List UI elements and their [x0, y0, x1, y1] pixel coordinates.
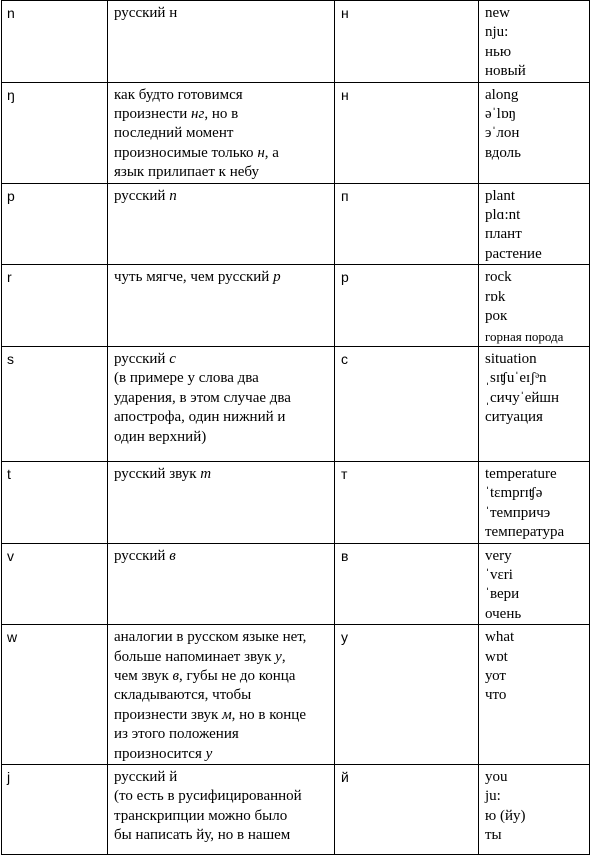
description-line: произносится у	[114, 745, 213, 762]
ipa-letter: r	[2, 265, 108, 347]
example-translation: новый	[485, 63, 526, 80]
table-row	[2, 461, 590, 543]
ipa-letter: v	[2, 543, 108, 625]
description-line: ударения, в этом случае два	[114, 389, 291, 406]
examples	[479, 265, 590, 347]
ipa-letter: w	[2, 625, 108, 765]
description-line: как будто готовимся	[114, 86, 243, 103]
example-word: along	[485, 86, 519, 103]
example-russian-transcription: ю (йу)	[485, 807, 526, 824]
description-line: апострофа, один нижний и	[114, 409, 286, 426]
example-russian-transcription: рок	[485, 308, 508, 325]
russian-letter: т	[335, 461, 479, 543]
pronunciation-description	[108, 183, 335, 265]
examples	[479, 625, 590, 765]
russian-letter: у	[335, 625, 479, 765]
example-transcription: ˈtɛmprɪʧə	[485, 485, 543, 502]
pronunciation-description	[108, 625, 335, 765]
russian-letter: с	[335, 346, 479, 461]
example-russian-transcription: нью	[485, 43, 512, 60]
table-row	[2, 543, 590, 625]
description-line: транскрипции можно было	[114, 807, 288, 824]
example-transcription: ˌsɪʧuˈeɪʃᵊn	[485, 370, 547, 387]
description-line: русский н	[114, 5, 178, 21]
russian-letter: н	[335, 82, 479, 183]
ipa-letter: j	[2, 765, 108, 855]
ipa-letter: n	[2, 1, 108, 83]
phonetics-table	[1, 0, 590, 855]
russian-letter: й	[335, 765, 479, 855]
example-translation: что	[485, 687, 507, 704]
description-line: складываются, чтобы	[114, 687, 252, 704]
ipa-letter: t	[2, 461, 108, 543]
example-translation: растение	[485, 245, 542, 262]
pronunciation-description	[108, 461, 335, 543]
example-russian-transcription: плант	[485, 226, 522, 243]
example-transcription: nju:	[485, 24, 509, 41]
ipa-letter: ŋ	[2, 82, 108, 183]
table-row	[2, 183, 590, 265]
example-russian-transcription: эˈлон	[485, 125, 520, 142]
example-russian-transcription: ˈвери	[485, 586, 520, 603]
examples	[479, 543, 590, 625]
table-row	[2, 765, 590, 855]
pronunciation-description	[108, 543, 335, 625]
example-russian-transcription: уот	[485, 667, 506, 684]
example-word: what	[485, 629, 515, 646]
description-line: русский звук т	[114, 465, 212, 482]
examples	[479, 1, 590, 83]
ipa-letter: p	[2, 183, 108, 265]
example-transcription: əˈlɒŋ	[485, 106, 517, 123]
example-transcription: plɑ:nt	[485, 207, 521, 224]
examples	[479, 183, 590, 265]
examples	[479, 461, 590, 543]
description-line: один верхний)	[114, 428, 207, 445]
description-line: русский й	[114, 769, 178, 785]
examples	[479, 346, 590, 461]
example-word: rock	[485, 269, 512, 286]
pronunciation-description	[108, 265, 335, 347]
example-word: temperature	[485, 465, 557, 482]
russian-letter: н	[335, 1, 479, 83]
ipa-letter: s	[2, 346, 108, 461]
table-row	[2, 1, 590, 83]
example-word: situation	[485, 350, 537, 367]
description-line: чем звук в, губы не до конца	[114, 667, 296, 684]
example-transcription: ˈvɛri	[485, 566, 513, 583]
example-russian-transcription: ˌсичуˈейшн	[485, 389, 559, 406]
table-row	[2, 625, 590, 765]
example-word: very	[485, 547, 512, 564]
table-row	[2, 82, 590, 183]
example-translation: очень	[485, 605, 522, 622]
example-translation: температура	[485, 524, 565, 541]
examples	[479, 765, 590, 855]
pronunciation-description	[108, 765, 335, 855]
example-translation: ситуация	[485, 409, 543, 426]
description-line: (в примере у слова два	[114, 370, 259, 387]
table-row	[2, 265, 590, 347]
description-line: русский п	[114, 187, 177, 204]
example-transcription: rɒk	[485, 288, 506, 305]
description-line: русский в	[114, 547, 176, 564]
pronunciation-description	[108, 1, 335, 83]
example-translation: горная порода	[485, 328, 564, 344]
example-translation: ты	[485, 827, 502, 844]
description-line: последний момент	[114, 125, 234, 142]
russian-letter: р	[335, 265, 479, 347]
russian-letter: п	[335, 183, 479, 265]
table-row	[2, 346, 590, 461]
description-line: (то есть в русифицированной	[114, 788, 302, 805]
description-line: чуть мягче, чем русский р	[114, 269, 281, 286]
pronunciation-description	[108, 82, 335, 183]
pronunciation-description	[108, 346, 335, 461]
russian-letter: в	[335, 543, 479, 625]
description-line: язык прилипает к небу	[114, 164, 259, 181]
description-line: больше напоминает звук у,	[114, 648, 286, 665]
description-line: произносимые только н, а	[114, 144, 279, 161]
description-line: произнести звук м, но в конце	[114, 706, 306, 723]
example-transcription: ju:	[485, 788, 501, 805]
example-word: plant	[485, 187, 515, 204]
example-transcription: wɒt	[485, 648, 508, 665]
example-translation: вдоль	[485, 144, 521, 161]
example-russian-transcription: ˈтемпричэ	[485, 504, 551, 521]
description-line: аналогии в русском языке нет,	[114, 629, 307, 646]
description-line: из этого положения	[114, 726, 239, 743]
example-word: you	[485, 769, 508, 785]
example-word: new	[485, 5, 510, 21]
description-line: произнести нг, но в	[114, 106, 239, 123]
examples	[479, 82, 590, 183]
description-line: бы написать йу, но в нашем	[114, 827, 291, 844]
description-line: русский с	[114, 350, 176, 367]
